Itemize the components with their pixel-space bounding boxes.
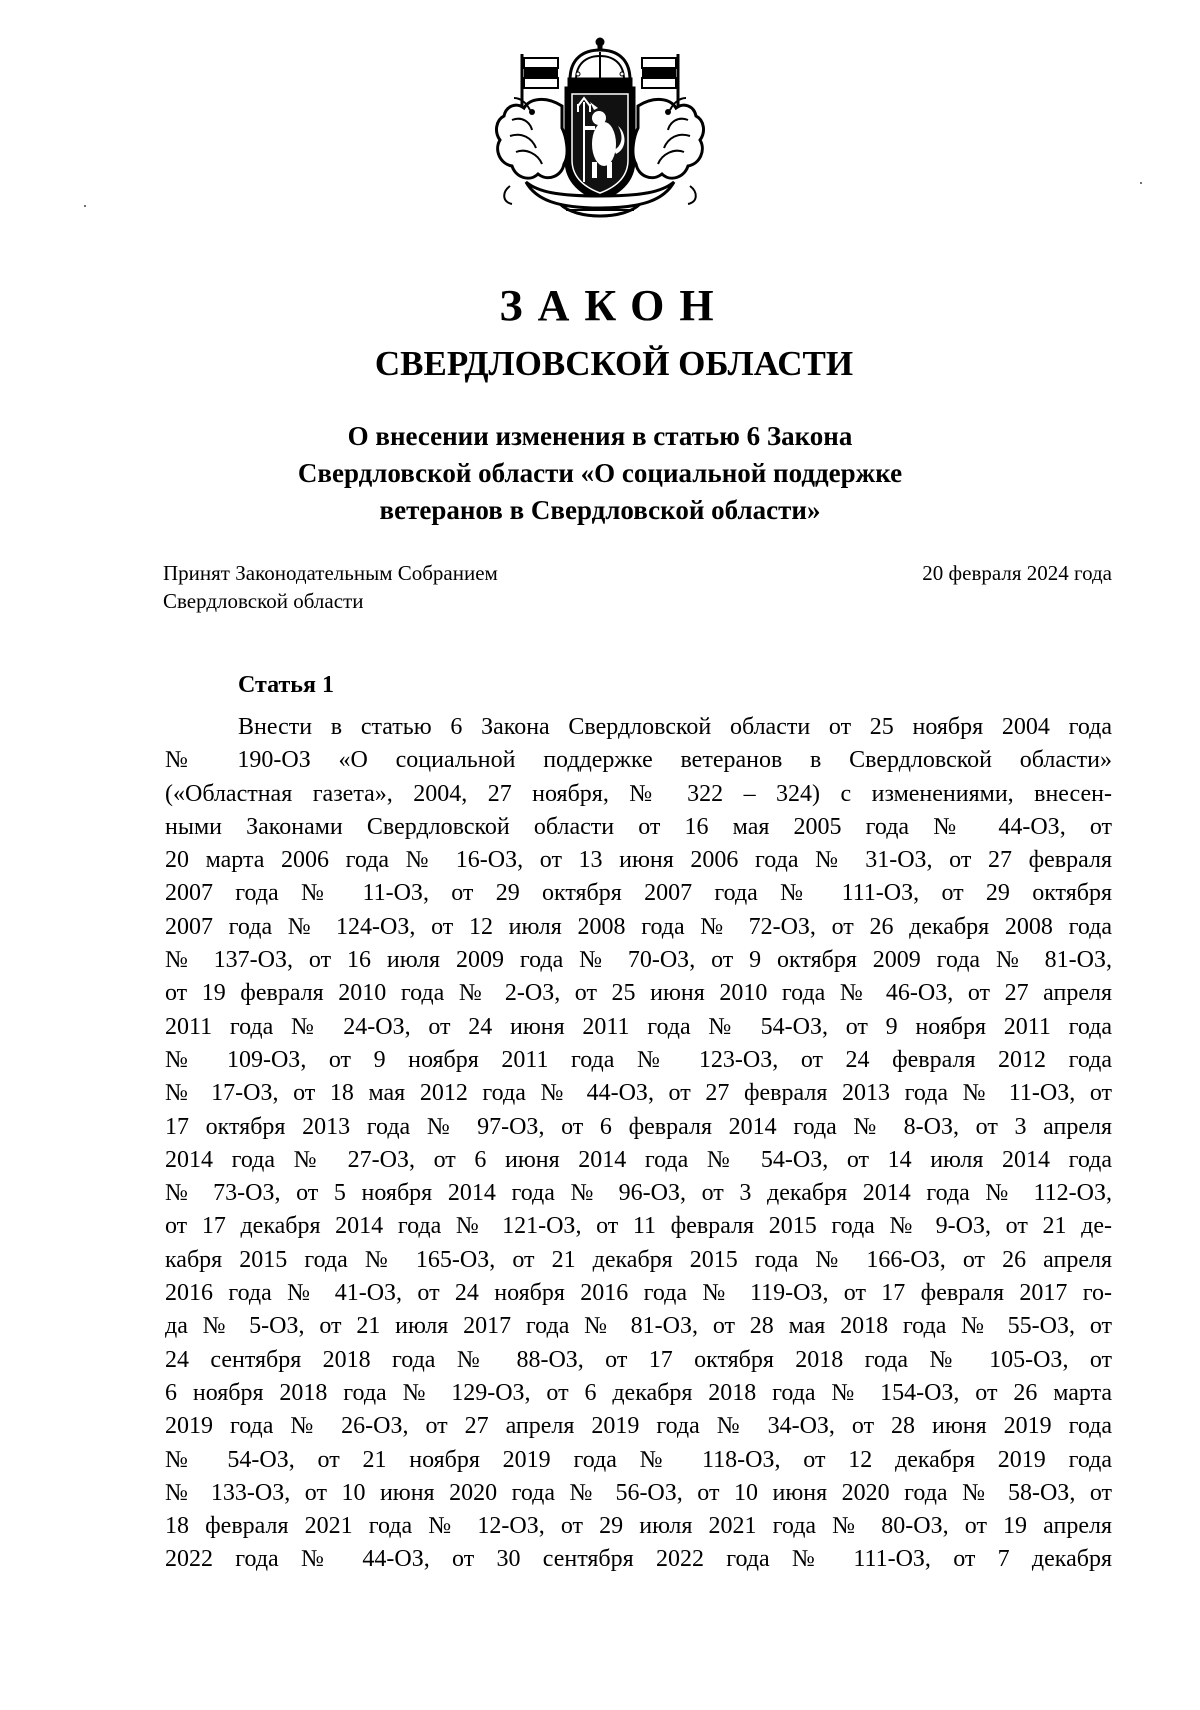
article-line: 24 сентября 2018 года № 88-ОЗ, от 17 октября 2018 года № 105-ОЗ, от [165,1346,1112,1373]
article-line: («Областная газета», 2004, 27 ноября, № 322 – 324) с изменениями, внесен- [165,780,1112,807]
article-line: № 190-ОЗ «О социальной поддержке ветеранов в Свердловской области» [165,747,1112,774]
article-line: 2014 года № 27-ОЗ, от 6 июня 2014 года № 54-ОЗ, от 14 июля 2014 года [165,1146,1112,1173]
article-line: № 73-ОЗ, от 5 ноября 2014 года № 96-ОЗ, от 3 декабря 2014 года № 112-ОЗ, [165,1180,1112,1207]
article-line: 20 марта 2006 года № 16-ОЗ, от 13 июня 2006 года № 31-ОЗ, от 27 февраля [165,847,1112,874]
subject-line: ветеранов в Свердловской области» [379,495,821,525]
article-line: 18 февраля 2021 года № 12-ОЗ, от 29 июля 2021 года № 80-ОЗ, от 19 апреля [165,1513,1112,1540]
article-line: 2022 года № 44-ОЗ, от 30 сентября 2022 года № 111-ОЗ, от 7 декабря [165,1546,1112,1573]
article-line: да № 5-ОЗ, от 21 июля 2017 года № 81-ОЗ, от 28 мая 2018 года № 55-ОЗ, от [165,1313,1112,1340]
adoption-note [163,559,763,615]
law-subject [150,418,1050,529]
article-line: 2007 года № 124-ОЗ, от 12 июля 2008 года № 72-ОЗ, от 26 декабря 2008 года [165,913,1112,940]
article-body [165,711,1112,1577]
article-heading: Статья 1 [238,672,334,698]
scan-dot [1140,182,1142,184]
article-line: 2016 года № 41-ОЗ, от 24 ноября 2016 года № 119-ОЗ, от 17 февраля 2017 го- [165,1280,1112,1307]
article-line: 2011 года № 24-ОЗ, от 24 июня 2011 года № 54-ОЗ, от 9 ноября 2011 года [165,1013,1112,1040]
article-line: № 137-ОЗ, от 16 июля 2009 года № 70-ОЗ, от 9 октября 2009 года № 81-ОЗ, [165,947,1112,974]
subject-line: Свердловской области «О социальной поддержке [297,458,903,488]
article-line: № 54-ОЗ, от 21 ноября 2019 года № 118-ОЗ, от 12 декабря 2019 года [165,1446,1112,1473]
article-line: 2007 года № 11-ОЗ, от 29 октября 2007 года № 111-ОЗ, от 29 октября [165,880,1112,907]
article-line: Внести в статью 6 Закона Свердловской области от 25 ноября 2004 года [238,714,1112,740]
article-line: 6 ноября 2018 года № 129-ОЗ, от 6 декабря 2018 года № 154-ОЗ, от 26 марта [165,1379,1112,1406]
article-line: от 19 февраля 2010 года № 2-ОЗ, от 25 июня 2010 года № 46-ОЗ, от 27 апреля [165,980,1112,1007]
adoption-line: Свердловской области [163,589,364,613]
article-line: № 133-ОЗ, от 10 июня 2020 года № 56-ОЗ, от 10 июня 2020 года № 58-ОЗ, от [165,1479,1112,1506]
article-line: 17 октября 2013 года № 97-ОЗ, от 6 февраля 2014 года № 8-ОЗ, от 3 апреля [165,1113,1112,1140]
adoption-line: Принят Законодательным Собранием [163,561,498,585]
region-name: СВЕРДЛОВСКОЙ ОБЛАСТИ [374,344,854,383]
article-line: кабря 2015 года № 165-ОЗ, от 21 декабря 2015 года № 166-ОЗ, от 26 апреля [165,1246,1112,1273]
law-title: ЗАКОН [499,281,729,330]
coat-of-arms-icon [466,36,734,224]
article-line: 2019 года № 26-ОЗ, от 27 апреля 2019 года № 34-ОЗ, от 28 июня 2019 года [165,1413,1112,1440]
article-line: № 17-ОЗ, от 18 мая 2012 года № 44-ОЗ, от 27 февраля 2013 года № 11-ОЗ, от [165,1080,1112,1107]
article-line: от 17 декабря 2014 года № 121-ОЗ, от 11 февраля 2015 года № 9-ОЗ, от 21 де- [165,1213,1112,1240]
article-line: № 109-ОЗ, от 9 ноября 2011 года № 123-ОЗ, от 24 февраля 2012 года [165,1046,1112,1073]
subject-line: О внесении изменения в статью 6 Закона [347,421,853,451]
scan-dot [84,205,86,207]
adoption-date: 20 февраля 2024 года [922,561,1112,585]
article-line: ными Законами Свердловской области от 16 мая 2005 года № 44-ОЗ, от [165,813,1112,840]
